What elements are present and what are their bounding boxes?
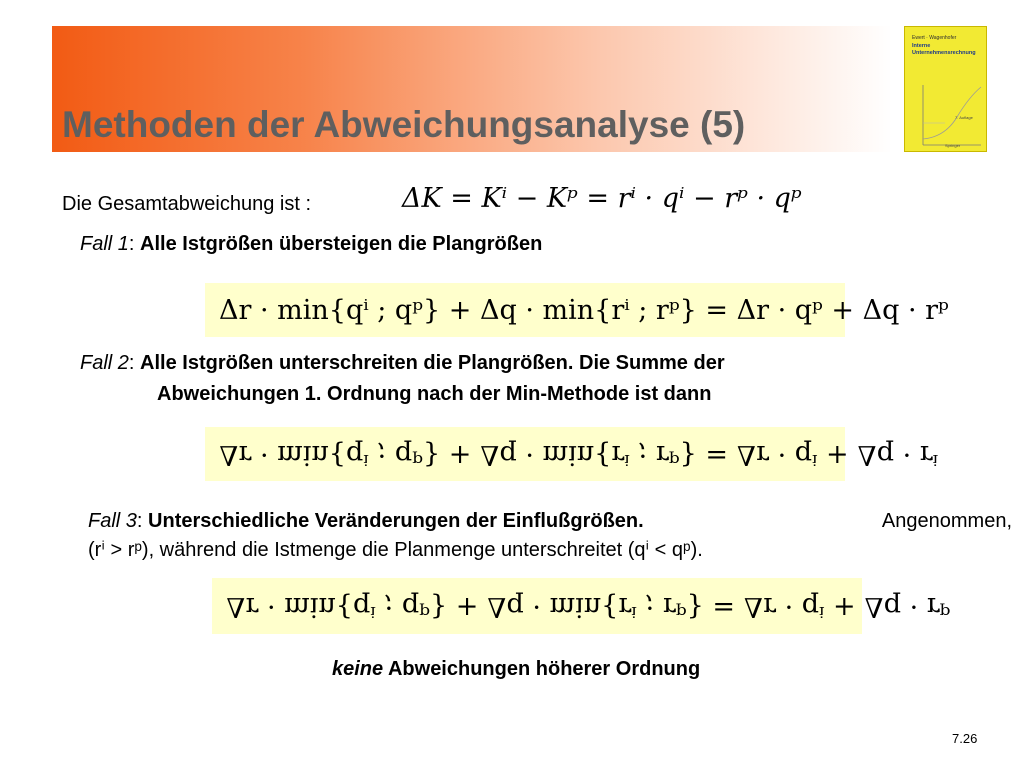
- fall2-text-line1: Alle Istgrößen unterschreiten die Plangrößen. Die Summe der: [140, 352, 725, 374]
- book-publisher: Springer: [945, 143, 961, 148]
- fall3-line2: (rⁱ > rᵖ), während die Istmenge die Planmenge unterschreitet (qⁱ < qᵖ).: [88, 539, 703, 561]
- fall3-label: Fall 3: [88, 510, 137, 532]
- intro-label: Die Gesamtabweichung ist :: [62, 193, 312, 215]
- fall1-formula-box: [205, 283, 949, 337]
- fall3-paragraph: [88, 507, 1018, 565]
- fall2-label: Fall 2: [80, 352, 129, 374]
- total-deviation-formula: ΔK = Kⁱ − Kᵖ = rⁱ · qⁱ − rᵖ · qᵖ: [402, 183, 802, 214]
- book-title-line2: Unternehmensrechnung: [912, 50, 976, 56]
- fall2-line2: [157, 383, 711, 406]
- book-title: [912, 43, 976, 57]
- fall2-formula-box: [205, 427, 939, 481]
- fall1-line: Fall 1: Alle Istgrößen übersteigen die Plangrößen: [80, 233, 543, 255]
- page-title: Methoden der Abweichungsanalyse (5): [62, 104, 746, 145]
- fall1-label: Fall 1: [80, 233, 129, 255]
- book-title-line1: Interne: [912, 43, 931, 49]
- conclusion-text: Abweichungen höherer Ordnung: [383, 658, 701, 680]
- fall3-heading: Unterschiedliche Veränderungen der Einflußgrößen.: [148, 510, 644, 532]
- fall2-line1: Fall 2: Alle Istgrößen unterschreiten die Plangrößen. Die Summe der: [80, 352, 725, 374]
- conclusion-line: [332, 658, 700, 681]
- fall3-formula-box: [212, 578, 951, 634]
- fall3-line1: Fall 3: Unterschiedliche Veränderungen der Einflußgrößen. Angenommen,: [88, 507, 1012, 536]
- conclusion-emphasis: keine: [332, 658, 384, 680]
- fall1-formula: Δr · min{qⁱ ; qᵖ} + Δq · min{rⁱ ; rᵖ} = Δr · qᵖ + Δq · rᵖ: [219, 294, 949, 326]
- fall1-text: Alle Istgrößen übersteigen die Plangrößen: [140, 233, 543, 255]
- book-author: Ewert · Wagenhofer: [912, 35, 957, 41]
- book-edition: 7. Auflage: [955, 115, 973, 120]
- fall2-formula: Δr · min{qⁱ ; qᵖ} + Δq · min{rⁱ ; rᵖ} = Δr · qⁱ + Δq · rⁱ: [219, 438, 939, 470]
- fall3-word-angenommen: Angenommen,: [881, 510, 1012, 532]
- fall2-text-line2: Abweichungen 1. Ordnung nach der Min-Methode ist dann: [157, 383, 712, 405]
- fall3-formula: Δr · min{qⁱ ; qᵖ} + Δq · min{rⁱ ; rᵖ} = Δr · qⁱ + Δq · rᵖ: [226, 590, 951, 622]
- book-cover-image: [904, 26, 987, 152]
- page-number: 7.26: [952, 731, 978, 746]
